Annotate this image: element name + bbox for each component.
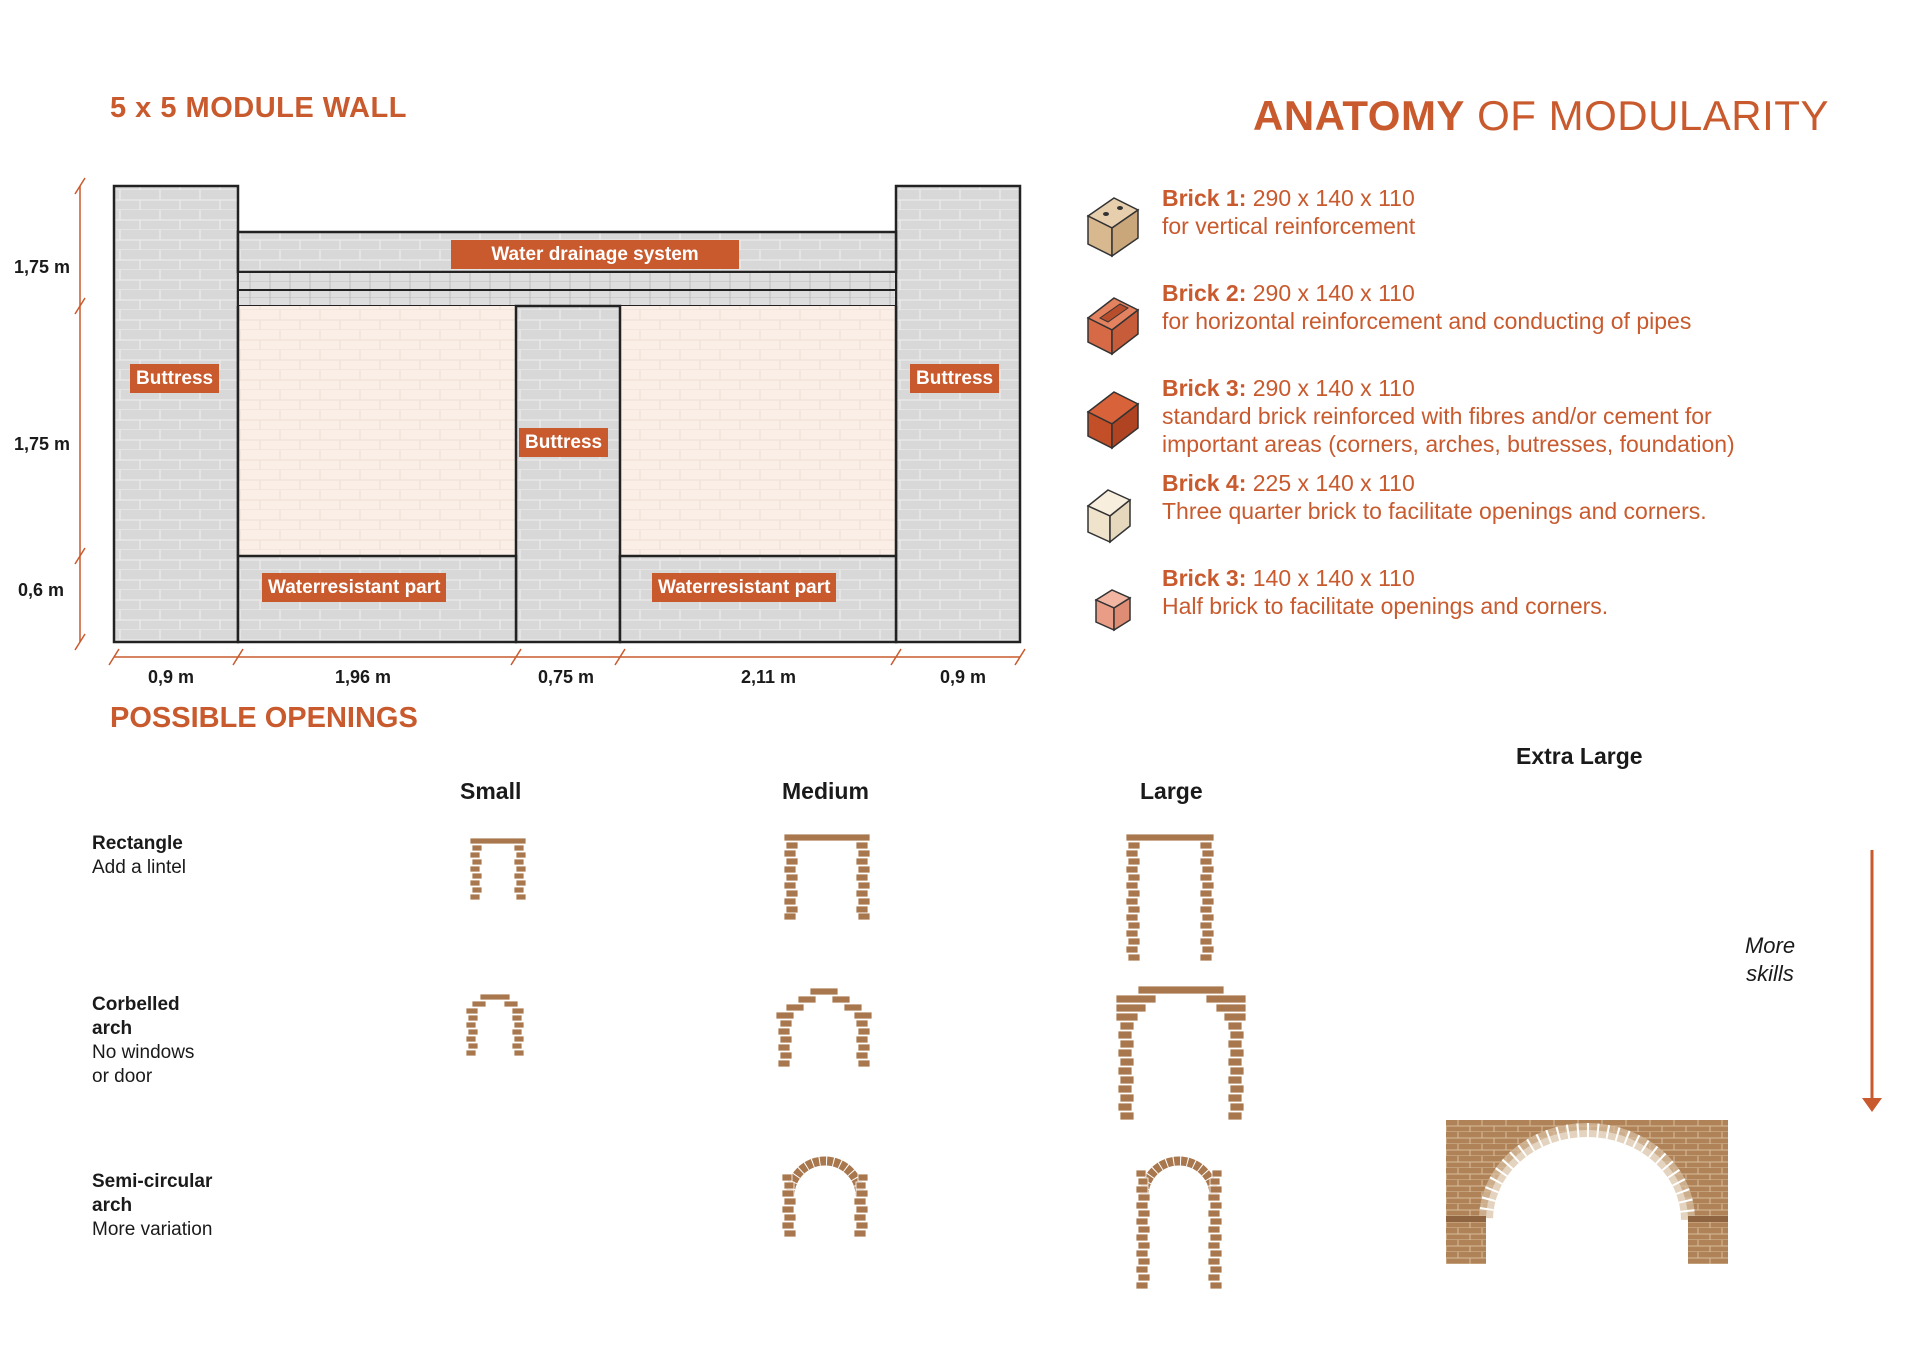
width-dim-2: 1,96 m	[335, 667, 392, 687]
rect-medium-opening	[784, 834, 870, 920]
width-dim-3: 0,75 m	[538, 667, 595, 687]
buttress-left-label: Buttress	[130, 364, 219, 393]
buttress-right-label: Buttress	[910, 364, 999, 393]
drainage-label: Water drainage system	[451, 240, 739, 269]
openings-title: POSSIBLE OPENINGS	[110, 702, 418, 734]
anatomy-title-rest: OF MODULARITY	[1477, 92, 1829, 139]
width-dim-5: 0,9 m	[940, 667, 987, 687]
col-extra-large: Extra Large	[1516, 743, 1643, 769]
brick-3-text: Brick 3: 290 x 140 x 110 standard brick reinforced with fibres and/or cement for important areas (corners, arches, butresses, foundation)	[1162, 375, 1735, 457]
infill-left	[238, 306, 516, 556]
semicircular-large-opening	[1136, 1154, 1222, 1294]
infill-right	[620, 306, 896, 556]
corbel-medium-opening	[776, 988, 872, 1068]
brick-2-icon	[1084, 284, 1142, 356]
anatomy-title	[1253, 92, 1829, 140]
height-dim-middle: 1,75 m	[14, 434, 71, 454]
brick-half-text: Brick 3: 140 x 140 x 110 Half brick to facilitate openings and corners.	[1162, 565, 1609, 619]
col-medium: Medium	[782, 778, 869, 804]
waterresistant-right-label: Waterresistant part	[652, 573, 836, 602]
row-corbelled: Corbelled arch No windows or door	[92, 994, 195, 1087]
height-dim-bottom: 0,6 m	[18, 580, 65, 600]
width-dim-1: 0,9 m	[148, 667, 195, 687]
corbel-large-opening	[1116, 986, 1246, 1126]
row-rectangle: Rectangle Add a lintel	[92, 833, 187, 878]
rect-small-opening	[470, 838, 526, 900]
anatomy-title-bold: ANATOMY	[1253, 92, 1465, 139]
height-dim-top: 1,75 m	[14, 257, 71, 277]
extra-large-arch-wall	[1446, 1120, 1728, 1264]
width-dim-4: 2,11 m	[741, 667, 797, 687]
semicircular-medium-opening	[782, 1156, 868, 1240]
more-skills-label: More skills	[1744, 933, 1796, 986]
brick-1-text: Brick 1: 290 x 140 x 110 for vertical reinforcement	[1162, 185, 1416, 239]
brick-1-icon	[1084, 188, 1142, 260]
row-semicircular: Semi-circular arch More variation	[92, 1171, 213, 1240]
brick-2-text: Brick 2: 290 x 140 x 110 for horizontal reinforcement and conducting of pipes	[1162, 280, 1692, 334]
buttress-right-shape	[896, 186, 1020, 642]
brick-3-icon	[1084, 378, 1142, 450]
buttress-center-label: Buttress	[519, 428, 608, 457]
brick-half-icon	[1090, 578, 1148, 650]
brick-4-text: Brick 4: 225 x 140 x 110 Three quarter brick to facilitate openings and corners.	[1162, 470, 1707, 524]
buttress-center-shape	[516, 306, 620, 642]
waterresistant-left-label: Waterresistant part	[262, 573, 446, 602]
buttress-left-shape	[114, 186, 238, 642]
rect-large-opening	[1126, 834, 1214, 962]
col-large: Large	[1140, 778, 1203, 804]
col-small: Small	[460, 778, 522, 804]
corbel-small-opening	[466, 994, 524, 1058]
more-skills-arrow-icon	[1858, 850, 1886, 1114]
wall-title: 5 x 5 MODULE WALL	[110, 92, 407, 124]
brick-4-icon	[1084, 476, 1142, 548]
